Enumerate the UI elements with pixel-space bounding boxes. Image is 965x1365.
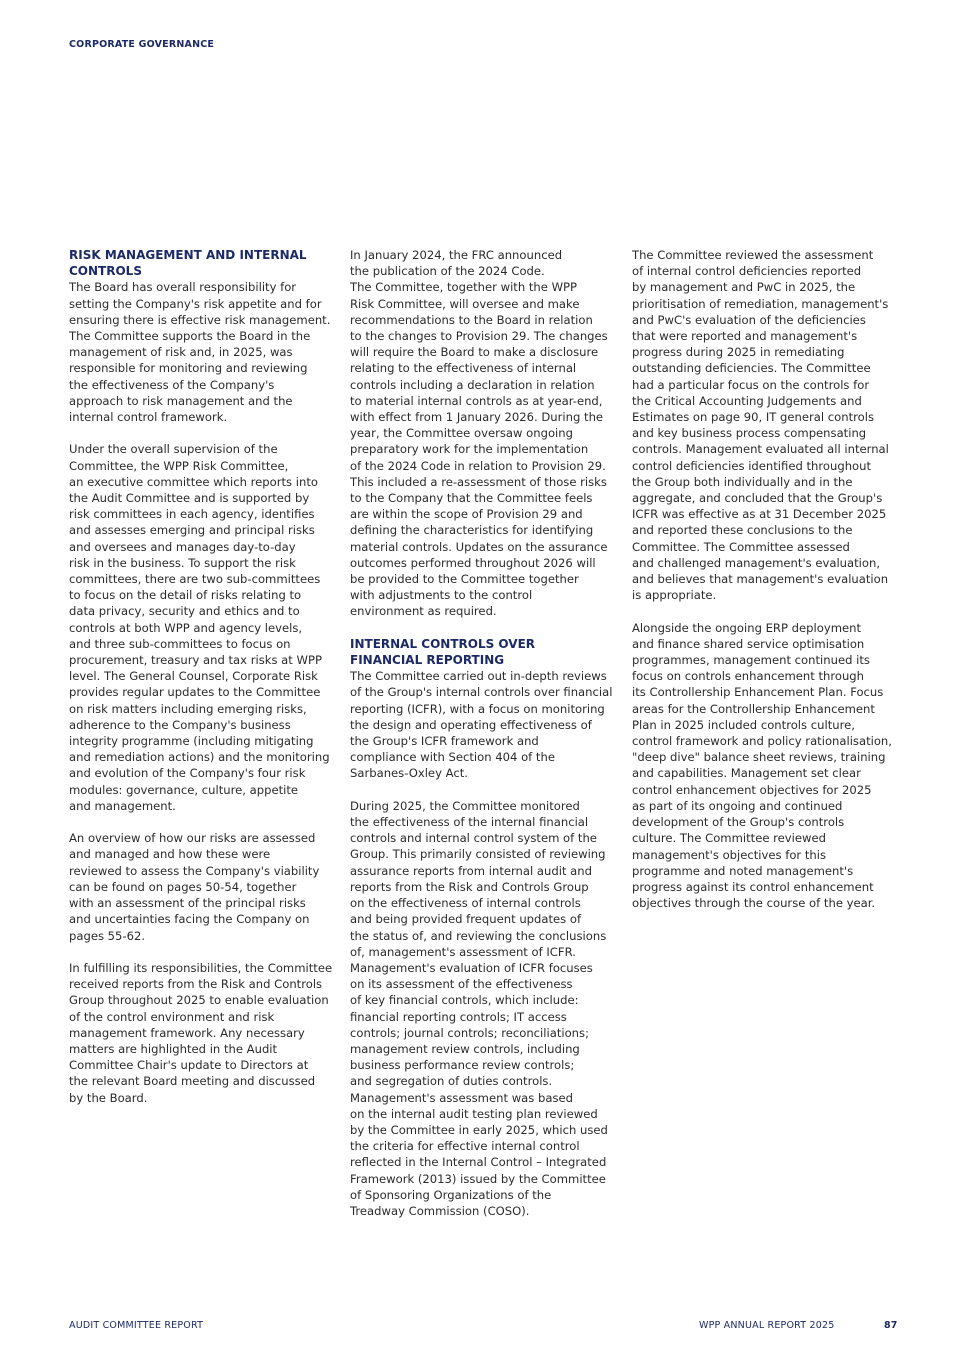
- text-line: assurance reports from internal audit and: [350, 863, 592, 878]
- text-line: progress against its control enhancement: [632, 879, 874, 894]
- text-line: programmes, management continued its: [632, 653, 870, 668]
- text-line: ensuring there is effective risk management.: [69, 312, 331, 327]
- text-line: ICFR was effective as at 31 December 2025: [632, 507, 887, 522]
- text-line: of Sponsoring Organizations of the: [350, 1187, 552, 1202]
- text-line: on its assessment of the effectiveness: [350, 977, 573, 992]
- text-line: and capabilities. Management set clear: [632, 766, 861, 781]
- text-line: and three sub-committees to focus on: [69, 636, 291, 651]
- paragraph: [69, 960, 351, 1106]
- text-line: and assesses emerging and principal risks: [69, 523, 315, 538]
- column-3: [632, 247, 914, 928]
- text-line: to the Company that the Committee feels: [350, 491, 593, 506]
- text-line: management of risk and, in 2025, was: [69, 345, 293, 360]
- text-line: procurement, treasury and tax risks at WPP: [69, 653, 322, 668]
- text-line: responsible for monitoring and reviewing: [69, 361, 308, 376]
- text-line: provides regular updates to the Committee: [69, 685, 321, 700]
- text-line: and management.: [69, 798, 176, 813]
- text-line: risk in the business. To support the risk: [69, 555, 296, 570]
- text-line: that were reported and management's: [632, 329, 858, 344]
- text-line: controls; journal controls; reconciliations;: [350, 1025, 589, 1040]
- text-line: Plan in 2025 included controls culture,: [632, 717, 855, 732]
- text-line: reporting (ICFR), with a focus on monitoring: [350, 701, 605, 716]
- text-line: recommendations to the Board in relation: [350, 312, 593, 327]
- text-line: the status of, and reviewing the conclusions: [350, 928, 607, 943]
- text-line: FINANCIAL REPORTING: [350, 653, 505, 668]
- text-line: reviewed to assess the Company's viability: [69, 863, 320, 878]
- text-line: Framework (2013) issued by the Committee: [350, 1171, 606, 1186]
- column-1: [69, 247, 351, 1122]
- text-line: on the effectiveness of internal controls: [350, 896, 581, 911]
- paragraph: [350, 668, 632, 781]
- text-line: Group. This primarily consisted of reviewing: [350, 847, 606, 862]
- page-number: 87: [884, 1320, 898, 1331]
- text-line: to the changes to Provision 29. The changes: [350, 329, 608, 344]
- text-line: The Committee, together with the WPP: [350, 280, 578, 295]
- text-line: areas for the Controllership Enhancement: [632, 701, 875, 716]
- paragraph: [350, 247, 632, 620]
- text-line: "deep dive" balance sheet reviews, training: [632, 750, 886, 765]
- section-label: CORPORATE GOVERNANCE: [69, 39, 215, 50]
- text-line: The Committee carried out in-depth reviews: [350, 669, 607, 684]
- text-line: and remediation actions) and the monitoring: [69, 750, 330, 765]
- text-line: reflected in the Internal Control – Integrated: [350, 1155, 607, 1170]
- text-line: to focus on the detail of risks relating to: [69, 588, 302, 603]
- text-line: internal control framework.: [69, 410, 228, 425]
- text-line: An overview of how our risks are assessed: [69, 831, 316, 846]
- text-line: Risk Committee, will oversee and make: [350, 296, 580, 311]
- text-line: Alongside the ongoing ERP deployment: [632, 620, 862, 635]
- text-line: adherence to the Company's business: [69, 717, 291, 732]
- column-2: [350, 247, 632, 1235]
- text-line: relating to the effectiveness of internal: [350, 361, 577, 376]
- text-line: received reports from the Risk and Controls: [69, 977, 323, 992]
- paragraph: [632, 620, 914, 912]
- text-line: by management and PwC in 2025, the: [632, 280, 856, 295]
- text-line: year, the Committee oversaw ongoing: [350, 426, 573, 441]
- text-line: Under the overall supervision of the: [69, 442, 278, 457]
- text-line: by the Committee in early 2025, which used: [350, 1122, 608, 1137]
- section-heading: [69, 247, 351, 279]
- text-line: matters are highlighted in the Audit: [69, 1041, 278, 1056]
- text-line: and finance shared service optimisation: [632, 636, 865, 651]
- text-line: pages 55-62.: [69, 928, 146, 943]
- text-line: data privacy, security and ethics and to: [69, 604, 300, 619]
- text-line: outcomes performed throughout 2026 will: [350, 555, 596, 570]
- text-line: committees, there are two sub-committees: [69, 572, 321, 587]
- text-line: and PwC's evaluation of the deficiencies: [632, 312, 866, 327]
- text-line: This included a re-assessment of those risks: [350, 474, 607, 489]
- text-line: of the 2024 Code in relation to Provision 29.: [350, 458, 606, 473]
- text-line: with effect from 1 January 2026. During the: [350, 410, 604, 425]
- text-line: of internal control deficiencies reported: [632, 264, 862, 279]
- text-line: setting the Company's risk appetite and for: [69, 296, 322, 311]
- text-line: the relevant Board meeting and discussed: [69, 1074, 316, 1089]
- text-line: of the Group's internal controls over financial: [350, 685, 613, 700]
- text-line: Treadway Commission (COSO).: [350, 1203, 530, 1218]
- text-line: Group throughout 2025 to enable evaluation: [69, 993, 329, 1008]
- text-line: financial reporting controls; IT access: [350, 1009, 567, 1024]
- text-line: management review controls, including: [350, 1041, 580, 1056]
- text-line: controls and internal control system of the: [350, 831, 597, 846]
- text-line: The Board has overall responsibility for: [69, 280, 297, 295]
- text-line: its Controllership Enhancement Plan. Focus: [632, 685, 884, 700]
- paragraph: [350, 798, 632, 1219]
- text-line: and believes that management's evaluation: [632, 572, 889, 587]
- text-line: focus on controls enhancement through: [632, 669, 865, 684]
- text-line: aggregate, and concluded that the Group's: [632, 491, 883, 506]
- text-line: compliance with Section 404 of the: [350, 750, 555, 765]
- text-line: INTERNAL CONTROLS OVER: [350, 636, 536, 651]
- text-line: progress during 2025 in remediating: [632, 345, 845, 360]
- text-line: management's objectives for this: [632, 847, 827, 862]
- text-line: RISK MANAGEMENT AND INTERNAL: [69, 248, 307, 262]
- text-line: control framework and policy rationalisation,: [632, 734, 892, 749]
- text-line: control deficiencies identified throughout: [632, 458, 872, 473]
- text-line: will require the Board to make a disclosure: [350, 345, 599, 360]
- text-line: and reported these conclusions to the: [632, 523, 853, 538]
- text-line: and oversees and manages day-to-day: [69, 539, 296, 554]
- text-line: material controls. Updates on the assurance: [350, 539, 608, 554]
- text-line: the criteria for effective internal control: [350, 1139, 580, 1154]
- paragraph: [69, 441, 351, 814]
- text-line: and being provided frequent updates of: [350, 912, 582, 927]
- text-line: the Critical Accounting Judgements and: [632, 393, 862, 408]
- section-heading: [350, 636, 632, 668]
- text-line: In fulfilling its responsibilities, the Committee: [69, 960, 333, 975]
- text-line: of key financial controls, which include:: [350, 993, 579, 1008]
- text-line: is appropriate.: [632, 588, 717, 603]
- paragraph: [632, 247, 914, 603]
- text-line: business performance review controls;: [350, 1058, 575, 1073]
- text-line: management framework. Any necessary: [69, 1025, 305, 1040]
- text-line: Management's assessment was based: [350, 1090, 573, 1105]
- text-line: During 2025, the Committee monitored: [350, 798, 580, 813]
- text-line: Committee Chair's update to Directors at: [69, 1058, 309, 1073]
- text-line: the effectiveness of the Company's: [69, 377, 275, 392]
- text-line: The Committee reviewed the assessment: [632, 248, 874, 262]
- text-line: controls. Management evaluated all internal: [632, 442, 889, 457]
- text-line: be provided to the Committee together: [350, 572, 579, 587]
- text-line: with adjustments to the control: [350, 588, 533, 603]
- text-line: are within the scope of Provision 29 and: [350, 507, 583, 522]
- text-line: preparatory work for the implementation: [350, 442, 589, 457]
- text-line: approach to risk management and the: [69, 393, 293, 408]
- text-line: and segregation of duties controls.: [350, 1074, 553, 1089]
- text-line: objectives through the course of the year.: [632, 896, 876, 911]
- text-line: the Group both individually and in the: [632, 474, 853, 489]
- text-line: of the control environment and risk: [69, 1009, 275, 1024]
- text-line: prioritisation of remediation, management's: [632, 296, 889, 311]
- text-line: and challenged management's evaluation,: [632, 555, 881, 570]
- text-line: CONTROLS: [69, 264, 142, 279]
- text-line: Committee. The Committee assessed: [632, 539, 850, 554]
- text-line: as part of its ongoing and continued: [632, 798, 843, 813]
- text-line: Committee, the WPP Risk Committee,: [69, 458, 289, 473]
- footer-report-title: WPP ANNUAL REPORT 2025: [699, 1320, 835, 1331]
- text-line: Estimates on page 90, IT general controls: [632, 410, 874, 425]
- text-line: by the Board.: [69, 1090, 148, 1105]
- text-line: environment as required.: [350, 604, 497, 619]
- text-line: on risk matters including emerging risks,: [69, 701, 307, 716]
- footer-section-title: AUDIT COMMITTEE REPORT: [69, 1320, 204, 1331]
- text-line: reports from the Risk and Controls Group: [350, 879, 589, 894]
- text-line: of, management's assessment of ICFR.: [350, 944, 576, 959]
- text-line: Management's evaluation of ICFR focuses: [350, 960, 593, 975]
- text-line: the effectiveness of the internal financial: [350, 815, 589, 830]
- text-line: programme and noted management's: [632, 863, 854, 878]
- text-line: risk committees in each agency, identifies: [69, 507, 315, 522]
- text-line: to material internal controls as at year-end,: [350, 393, 603, 408]
- paragraph: [69, 830, 351, 943]
- text-line: In January 2024, the FRC announced: [350, 248, 563, 262]
- text-line: modules: governance, culture, appetite: [69, 782, 299, 797]
- text-line: controls including a declaration in relation: [350, 377, 595, 392]
- text-line: with an assessment of the principal risks: [69, 896, 306, 911]
- text-line: controls at both WPP and agency levels,: [69, 620, 303, 635]
- text-line: development of the Group's controls: [632, 815, 845, 830]
- text-line: and uncertainties facing the Company on: [69, 912, 310, 927]
- text-line: culture. The Committee reviewed: [632, 831, 826, 846]
- text-line: outstanding deficiencies. The Committee: [632, 361, 871, 376]
- text-line: and evolution of the Company's four risk: [69, 766, 306, 781]
- text-line: level. The General Counsel, Corporate Risk: [69, 669, 318, 684]
- text-line: defining the characteristics for identifying: [350, 523, 594, 538]
- text-line: and key business process compensating: [632, 426, 867, 441]
- text-line: the Audit Committee and is supported by: [69, 491, 310, 506]
- text-line: the Group's ICFR framework and: [350, 734, 539, 749]
- text-line: can be found on pages 50-54, together: [69, 879, 297, 894]
- text-line: control enhancement objectives for 2025: [632, 782, 872, 797]
- text-line: The Committee supports the Board in the: [69, 329, 311, 344]
- text-line: integrity programme (including mitigating: [69, 734, 314, 749]
- text-line: on the internal audit testing plan reviewed: [350, 1106, 598, 1121]
- text-line: Sarbanes-Oxley Act.: [350, 766, 468, 781]
- text-line: had a particular focus on the controls for: [632, 377, 870, 392]
- text-line: and managed and how these were: [69, 847, 271, 862]
- text-line: the design and operating effectiveness of: [350, 717, 592, 732]
- paragraph: [69, 279, 351, 425]
- text-line: an executive committee which reports into: [69, 474, 318, 489]
- text-line: the publication of the 2024 Code.: [350, 264, 545, 279]
